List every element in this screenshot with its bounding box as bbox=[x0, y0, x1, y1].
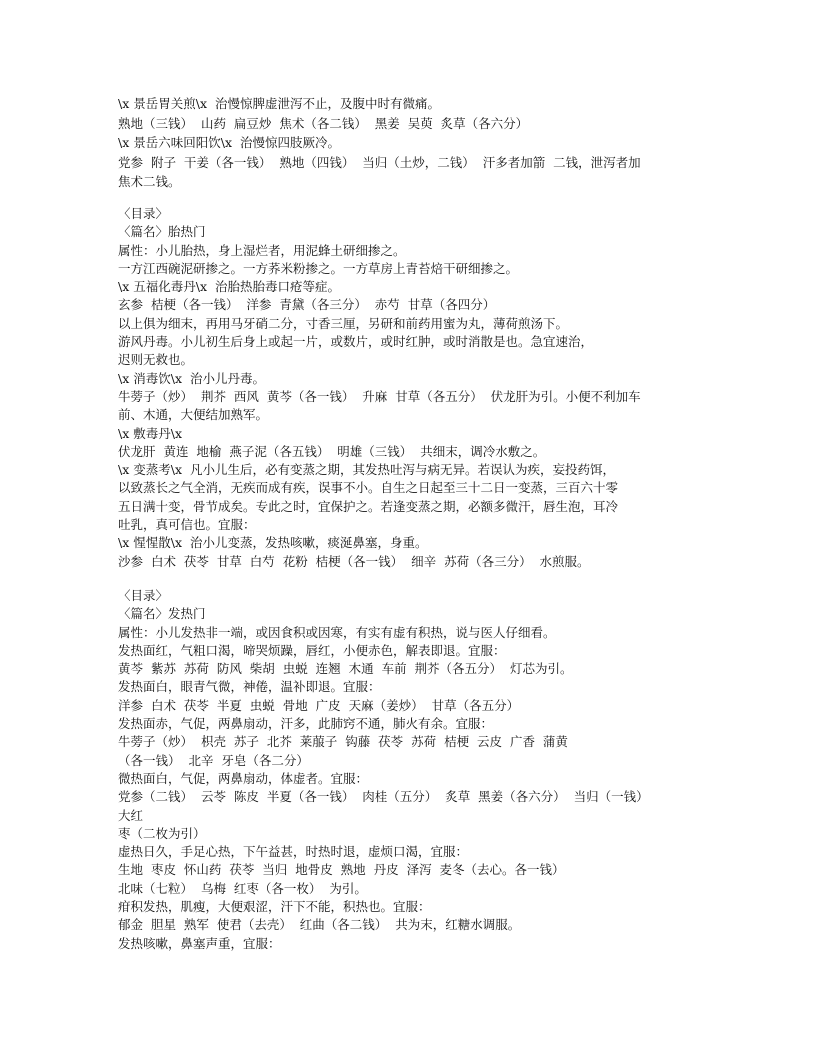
text-line: 属性：小儿发热非一端，或因食积或因寒，有实有虚有积热，说与医人仔细看。 bbox=[118, 624, 556, 640]
text-line: 吐乳，真可信也。宜服： bbox=[118, 517, 256, 533]
text-line: \x 五福化毒丹\x 治胎热胎毒口疮等症。 bbox=[118, 279, 340, 295]
text-line: \x 惺惺散\x 治小儿变蒸，发热咳嗽，痰涎鼻塞，身重。 bbox=[118, 535, 428, 551]
text-line: （各一钱） 北辛 牙皂（各二分） bbox=[118, 752, 309, 768]
section-fetal-heat bbox=[118, 205, 808, 571]
text-line: \x 消毒饮\x 治小儿丹毒。 bbox=[118, 370, 265, 386]
text-line: 党参（二钱） 云苓 陈皮 半夏（各一钱） 肉桂（五分） 炙草 黑姜（各六分） 当归（一钱） bbox=[118, 789, 649, 805]
text-line: 一方江西碗泥研掺之。一方荞米粉掺之。一方草房上青苔焙干研细掺之。 bbox=[118, 260, 519, 276]
text-line: 〈目录〉 bbox=[118, 588, 169, 603]
text-line: \x 景岳胃关煎\x 治慢惊脾虚泄泻不止，及腹中时有微痛。 bbox=[118, 96, 440, 111]
text-line: 五日满十变，骨节成矣。专此之时，宜保护之。若逢变蒸之期，必额多微汗，唇生泡，耳冷 bbox=[118, 498, 619, 514]
text-line: 属性：小儿胎热，身上湿烂者，用泥蜂土研细掺之。 bbox=[118, 242, 406, 258]
text-line: 〈篇名〉胎热门 bbox=[118, 224, 206, 240]
text-line: 枣（二枚为引） bbox=[118, 825, 206, 841]
text-line: 大红 bbox=[118, 807, 144, 823]
text-line: 发热面红，气粗口渴，啼哭烦躁，唇红，小便赤色，解表即退。宜服： bbox=[118, 642, 506, 658]
text-line: 熟地（三钱） 山药 扁豆炒 焦术（各二钱） 黑姜 吴萸 炙草（各六分） bbox=[118, 115, 529, 131]
text-line: 牛蒡子（炒） 枳壳 苏子 北芥 莱菔子 钩藤 茯苓 苏荷 桔梗 云皮 广香 蒲黄 bbox=[118, 734, 568, 750]
text-line: 疳积发热，肌瘦，大便艰涩，汗下不能，积热也。宜服： bbox=[118, 899, 431, 915]
text-line: 以致蒸长之气全消，无疾而成有疾，误事不小。自生之日起至三十二日一变蒸，三百六十零 bbox=[118, 480, 619, 496]
text-line: 迟则无救也。 bbox=[118, 352, 194, 368]
text-line: 焦术二钱。 bbox=[118, 174, 181, 189]
text-line: \x 变蒸考\x 凡小儿生后，必有变蒸之期，其发热吐泻与病无异。若误认为疾，妄投药饵， bbox=[118, 462, 615, 478]
text-line: 发热面白，眼青气微，神倦，温补即退。宜服： bbox=[118, 679, 381, 695]
section-fever bbox=[118, 587, 808, 953]
text-line: \x 敷毒丹\x bbox=[118, 425, 182, 441]
section-jingyue-formulas bbox=[118, 94, 808, 192]
text-line: 发热面赤，气促，两鼻扇动，汗多，此肺窍不通，肺火有余。宜服： bbox=[118, 716, 494, 732]
text-line: 微热面白，气促，两鼻扇动，体虚者。宜服： bbox=[118, 770, 369, 786]
text-line: \x 景岳六味回阳饮\x 治慢惊四肢厥冷。 bbox=[118, 135, 340, 150]
text-line: 生地 枣皮 怀山药 茯苓 当归 地骨皮 熟地 丹皮 泽泻 麦冬（去心。各一钱） bbox=[118, 862, 565, 878]
text-line: 〈目录〉 bbox=[118, 206, 169, 221]
text-line: 党参 附子 干姜（各一钱） 熟地（四钱） 当归（土炒，二钱） 汗多者加箭 二钱，泄泻者加 bbox=[118, 154, 641, 170]
text-line: 伏龙肝 黄连 地榆 燕子泥（各五钱） 明雄（三钱） 共细末，调冷水敷之。 bbox=[118, 443, 546, 459]
text-line: 牛蒡子（炒） 荆芥 西风 黄芩（各一钱） 升麻 甘草（各五分） 伏龙肝为引。小便不利加车 bbox=[118, 388, 641, 404]
text-line: 玄参 桔梗（各一钱） 洋参 青黛（各三分） 赤芍 甘草（各四分） bbox=[118, 297, 496, 313]
text-line: 发热咳嗽，鼻塞声重，宜服： bbox=[118, 935, 281, 951]
text-line: 北味（七粒） 乌梅 红枣（各一枚） 为引。 bbox=[118, 880, 367, 896]
text-line: 〈篇名〉发热门 bbox=[118, 606, 206, 622]
text-line: 沙参 白术 茯苓 甘草 白芍 花粉 桔梗（各一钱） 细辛 苏荷（各三分） 水煎服。 bbox=[118, 553, 590, 569]
text-line: 洋参 白术 茯苓 半夏 虫蜕 骨地 广皮 天麻（姜炒） 甘草（各五分） bbox=[118, 697, 520, 713]
text-line: 虚热日久，手足心热，下午益甚，时热时退，虚烦口渴，宜服： bbox=[118, 844, 469, 860]
text-line: 郁金 胆星 熟军 使君（去壳） 红曲（各二钱） 共为末，红糖水调服。 bbox=[118, 917, 521, 933]
text-line: 前、木通，大便结加熟军。 bbox=[118, 407, 269, 423]
text-line: 以上俱为细末，再用马牙硝二分，寸香三厘，另研和前药用蜜为丸，薄荷煎汤下。 bbox=[118, 315, 569, 331]
text-line: 黄芩 紫苏 苏荷 防风 柴胡 虫蜕 连翘 木通 车前 荆芥（各五分） 灯芯为引。 bbox=[118, 661, 573, 677]
text-line: 游风丹毒。小儿初生后身上或起一片，或数片，或时红肿，或时消散是也。急宜速治， bbox=[118, 334, 594, 350]
